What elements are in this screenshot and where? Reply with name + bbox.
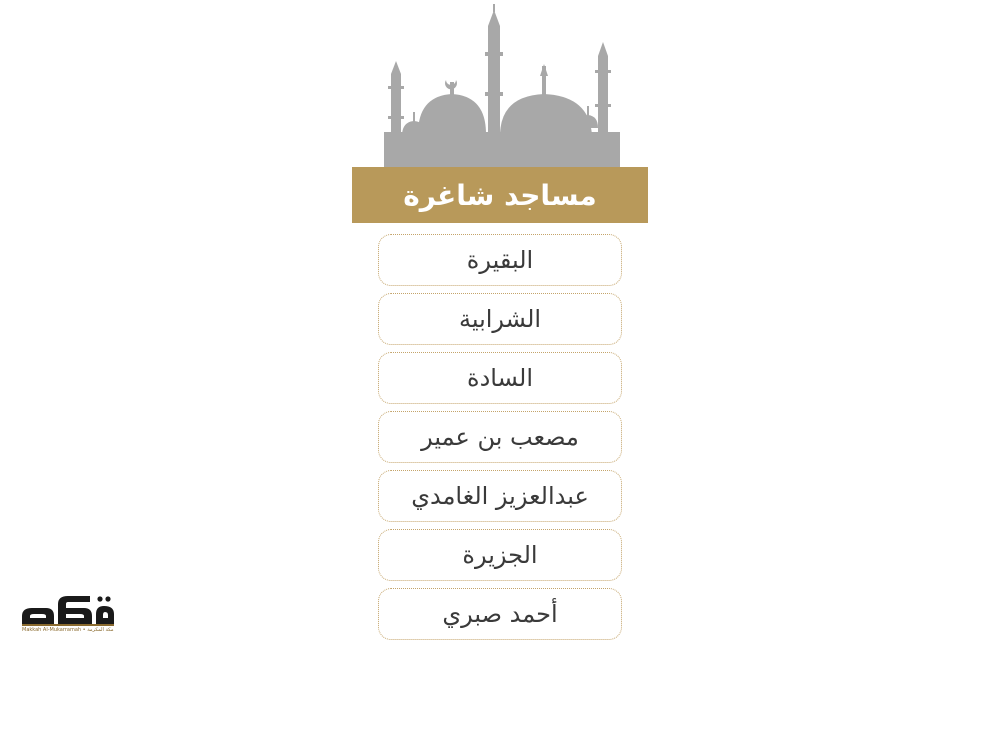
title-banner <box>352 167 648 223</box>
list-item <box>378 234 622 286</box>
mosque-name: الجزيرة <box>462 541 538 569</box>
list-item <box>378 352 622 404</box>
list-item <box>378 529 622 581</box>
mosque-name: مصعب بن عمير <box>421 423 579 451</box>
page-title: مساجد شاغرة <box>403 178 597 212</box>
list-item <box>378 588 622 640</box>
mosque-name: الشرابية <box>458 305 542 333</box>
makkah-logo <box>20 590 120 638</box>
mosque-name: أحمد صبري <box>442 600 558 628</box>
mosque-name: السادة <box>467 364 533 392</box>
list-item <box>378 470 622 522</box>
mosque-list <box>378 234 622 647</box>
list-item <box>378 293 622 345</box>
mosque-silhouette-icon <box>380 4 625 168</box>
mosque-name: البقيرة <box>466 246 534 274</box>
list-item <box>378 411 622 463</box>
mosque-name: عبدالعزيز الغامدي <box>411 482 589 510</box>
logo-caption: Makkah Al-Mukarramah • مكة المكرمة <box>22 627 114 633</box>
makkah-logo-icon <box>20 590 116 626</box>
